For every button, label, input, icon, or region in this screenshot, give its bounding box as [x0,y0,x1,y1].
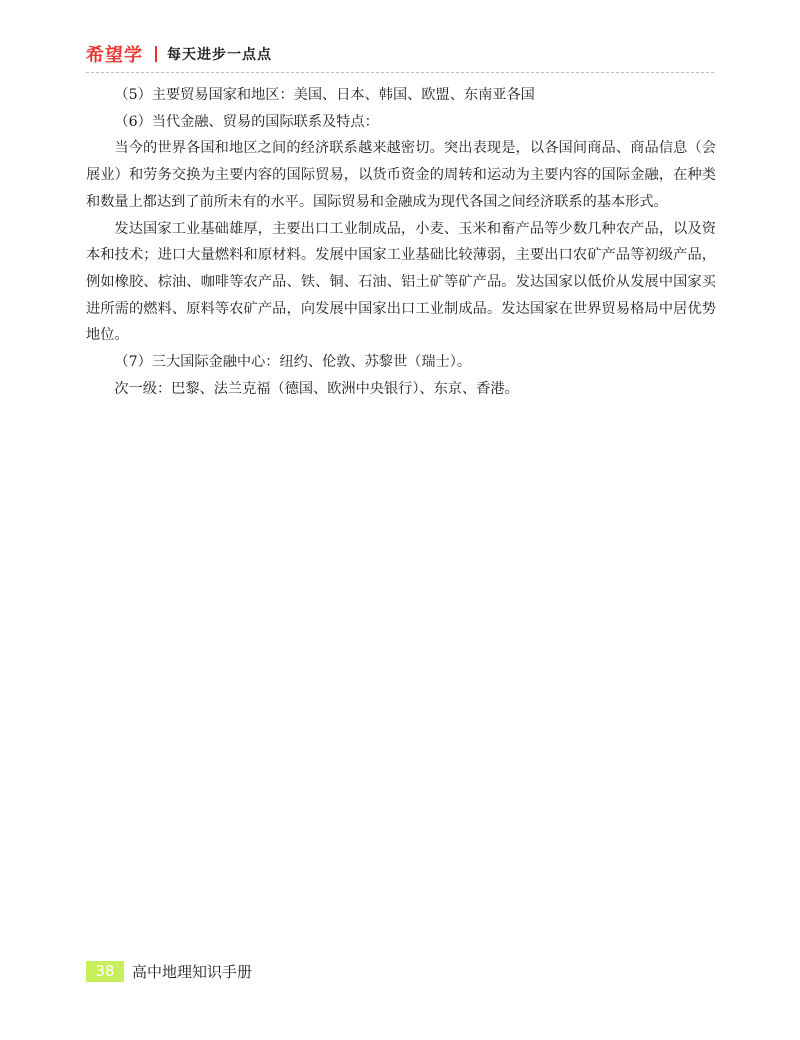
header-slogan: 每天进步一点点 [167,47,272,63]
page-header [86,40,272,68]
header-divider [155,46,157,62]
paragraph-secondary-centers: 次一级：巴黎、法兰克福（德国、欧洲中央银行）、东京、香港。 [114,380,519,397]
book-title: 高中地理知识手册 [132,963,253,981]
paragraph-financial-centers: （7）三大国际金融中心：纽约、伦敦、苏黎世（瑞士）。 [114,354,472,371]
paragraph-trade-partners: （5）主要贸易国家和地区：美国、日本、韩国、欧盟、东南亚各国 [114,87,535,103]
page-content [86,82,716,402]
paragraph-economic-links: 当今的世界各国和地区之间的经济联系越来越密切。突出表现是，以各国间商品、商品信息（会展业）和劳务交换为主要内容的国际贸易，以货币资金的周转和运动为主要内容的国际金融，在种类和数量上都达到了前所未有的水平。国际贸易和金融成为现代各国之间经济联系的基本形式。 [86,140,716,210]
brand-logo: 希望学 [86,45,143,66]
header-rule [86,72,714,73]
page-number-badge: 38 [86,961,124,982]
page-footer [86,961,252,982]
paragraph-developed-vs-developing: 发达国家工业基础雄厚，主要出口工业制成品，小麦、玉米和畜产品等少数几种农产品，以及资本和技术；进口大量燃料和原材料。发展中国家工业基础比较薄弱，主要出口农矿产品等初级产品，例如橡胶、棕油、咖啡等农产品、铁、铜、石油、铝土矿等矿产品。发达国家以低价从发展中国家买进所需的燃料、原料等农矿产品，向发展中国家出口工业制成品。发达国家在世界贸易格局中居优势地位。 [86,220,716,344]
paragraph-section-6-heading: （6）当代金融、贸易的国际联系及特点： [114,113,379,130]
